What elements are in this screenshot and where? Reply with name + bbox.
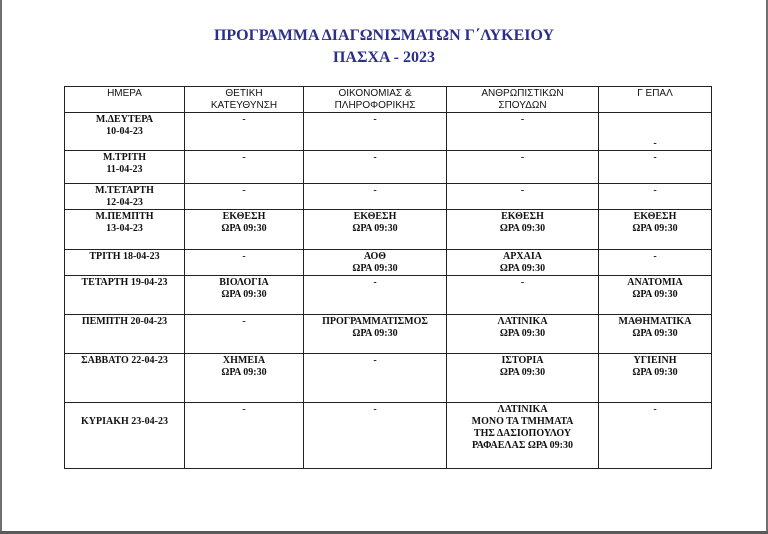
- exam-cell-line: ΩΡΑ 09:30: [632, 223, 678, 234]
- exam-cell: [304, 250, 447, 276]
- exam-cell-line: -: [242, 185, 246, 196]
- exam-cell-line: ΡΑΦΑΕΛΑΣ ΩΡΑ 09:30: [471, 440, 573, 451]
- exam-cell: [185, 250, 304, 276]
- exam-cell: [599, 113, 712, 151]
- exam-cell: [185, 403, 304, 469]
- day-cell: [65, 210, 185, 250]
- exam-schedule-table: [64, 86, 712, 469]
- exam-cell-line: ΩΡΑ 09:30: [632, 367, 678, 378]
- exam-cell: [304, 210, 447, 250]
- exam-cell-line: ΑΟΘ: [363, 251, 387, 262]
- exam-cell-line: -: [653, 152, 657, 163]
- exam-cell-line: -: [520, 277, 525, 288]
- table-row: [65, 250, 712, 276]
- day-cell-line: Μ.ΠΕΜΠΤΗ: [95, 211, 154, 222]
- day-cell-line: ΠΕΜΠΤΗ 20-04-23: [81, 316, 168, 327]
- exam-cell: [599, 184, 712, 210]
- day-cell-line: 10-04-23: [106, 126, 143, 137]
- exam-cell-line: ΕΚΘΕΣΗ: [353, 211, 397, 222]
- exam-cell-line: -: [373, 114, 377, 125]
- exam-cell-line: -: [520, 114, 525, 125]
- exam-cell-line: -: [520, 152, 525, 163]
- exam-cell-line: ΤΗΣ ΔΑΣΙΟΠΟΥΛΟΥ: [473, 428, 572, 439]
- exam-cell-line: ΩΡΑ 09:30: [499, 263, 546, 274]
- exam-cell: [599, 354, 712, 403]
- exam-cell-line: ΩΡΑ 09:30: [352, 328, 398, 339]
- day-cell: [65, 113, 185, 151]
- exam-cell-line: ΙΣΤΟΡΙΑ: [501, 355, 544, 366]
- day-cell: [65, 354, 185, 403]
- table-row: [65, 113, 712, 151]
- exam-cell: [304, 315, 447, 354]
- exam-cell-line: [601, 126, 709, 138]
- header-cell-day: ΗΜΕΡΑ: [65, 87, 185, 113]
- exam-cell-line: ΑΡΧΑΙΑ: [503, 251, 542, 262]
- exam-cell-line: ΠΡΟΓΡΑΜΜΑΤΙΣΜΟΣ: [322, 316, 428, 327]
- exam-cell-line: ΩΡΑ 09:30: [221, 289, 267, 300]
- exam-cell: [599, 210, 712, 250]
- exam-cell: [304, 403, 447, 469]
- exam-cell-line: -: [242, 114, 246, 125]
- exam-cell-line: ΕΚΘΕΣΗ: [222, 211, 266, 222]
- exam-cell-line: ΩΡΑ 09:30: [221, 367, 267, 378]
- exam-cell: [304, 184, 447, 210]
- exam-cell-line: -: [653, 185, 657, 196]
- exam-cell-line: ΒΙΟΛΟΓΙΑ: [219, 277, 269, 288]
- exam-cell: [304, 276, 447, 315]
- exam-cell: [447, 276, 599, 315]
- day-cell-line: ΣΑΒΒΑΤΟ 22-04-23: [81, 355, 168, 366]
- exam-cell-line: ΛΑΤΙΝΙΚΑ: [497, 404, 548, 415]
- exam-cell: [599, 250, 712, 276]
- exam-cell-line: -: [373, 277, 377, 288]
- exam-cell: [304, 354, 447, 403]
- exam-cell-line: ΩΡΑ 09:30: [632, 289, 678, 300]
- exam-cell: [185, 315, 304, 354]
- day-cell: [65, 151, 185, 184]
- title-line-1: ΠΡΟΓΡΑΜΜΑ ΔΙΑΓΩΝΙΣΜΑΤΩΝ Γ΄ΛΥΚΕΙΟΥ: [213, 27, 555, 44]
- table-row: [65, 151, 712, 184]
- exam-cell: [599, 315, 712, 354]
- exam-cell-line: ΑΝΑΤΟΜΙΑ: [627, 277, 683, 288]
- exam-cell-line: ΩΡΑ 09:30: [221, 223, 267, 234]
- exam-cell-line: ΕΚΘΕΣΗ: [501, 211, 544, 222]
- exam-cell-line: -: [653, 251, 657, 262]
- exam-cell: [447, 184, 599, 210]
- exam-cell-line: -: [242, 251, 246, 262]
- exam-cell-line: ΩΡΑ 09:30: [499, 328, 546, 339]
- exam-cell-line: ΜΑΘΗΜΑΤΙΚΑ: [618, 316, 692, 327]
- table-row: [65, 210, 712, 250]
- table-row: [65, 184, 712, 210]
- exam-cell-line: ΥΓΙΕΙΝΗ: [633, 355, 677, 366]
- exam-cell: [599, 151, 712, 184]
- exam-cell-line: ΧΗΜΕΙΑ: [222, 355, 266, 366]
- exam-cell-line: -: [373, 404, 377, 415]
- table-row: [65, 276, 712, 315]
- day-cell-line: Μ.ΔΕΥΤΕΡΑ: [95, 114, 154, 125]
- exam-cell-line: -: [373, 152, 377, 163]
- table-row: [65, 403, 712, 469]
- exam-cell: [447, 315, 599, 354]
- exam-cell: [599, 276, 712, 315]
- document-title: [0, 25, 768, 69]
- day-cell-line: Μ.ΤΡΙΤΗ: [102, 152, 147, 163]
- exam-cell-line: ΩΡΑ 09:30: [352, 223, 398, 234]
- exam-cell-line: ΩΡΑ 09:30: [632, 328, 678, 339]
- exam-cell-line: ΩΡΑ 09:30: [499, 367, 546, 378]
- title-line-2: ΠΑΣΧΑ - 2023: [332, 49, 435, 66]
- day-cell-line: 12-04-23: [106, 197, 143, 208]
- exam-cell-line: -: [242, 316, 246, 327]
- window-left-edge: [0, 0, 2, 534]
- day-cell: [65, 184, 185, 210]
- exam-cell-line: -: [653, 138, 657, 149]
- exam-cell: [185, 210, 304, 250]
- exam-cell: [304, 113, 447, 151]
- exam-cell: [599, 403, 712, 469]
- exam-cell: [185, 184, 304, 210]
- header-row: [65, 87, 712, 113]
- exam-cell-line: ΕΚΘΕΣΗ: [633, 211, 677, 222]
- exam-cell-line: -: [373, 185, 377, 196]
- day-cell-line: Μ.ΤΕΤΑΡΤΗ: [95, 185, 154, 196]
- day-cell-line: ΤΡΙΤΗ 18-04-23: [89, 251, 160, 262]
- exam-cell-line: ΩΡΑ 09:30: [352, 263, 398, 274]
- exam-cell-line: ΜΟΝΟ ΤΑ ΤΜΗΜΑΤΑ: [471, 416, 574, 427]
- exam-cell-line: [601, 114, 709, 126]
- table-row: [65, 315, 712, 354]
- exam-cell: [447, 210, 599, 250]
- exam-cell-line: -: [653, 404, 657, 415]
- exam-cell-line: -: [520, 185, 525, 196]
- day-cell-line: ΤΕΤΑΡΤΗ 19-04-23: [81, 277, 168, 288]
- exam-cell: [447, 113, 599, 151]
- exam-cell: [447, 250, 599, 276]
- exam-cell: [447, 151, 599, 184]
- day-cell-line: ΚΥΡΙΑΚΗ 23-04-23: [81, 416, 168, 427]
- exam-cell: [447, 403, 599, 469]
- day-cell: [65, 315, 185, 354]
- exam-cell: [304, 151, 447, 184]
- exam-cell-line: ΛΑΤΙΝΙΚΑ: [497, 316, 548, 327]
- exam-cell: [185, 113, 304, 151]
- exam-cell-line: ΩΡΑ 09:30: [499, 223, 546, 234]
- header-cell-epal: Γ ΕΠΑΛ: [599, 87, 712, 113]
- day-cell: [65, 276, 185, 315]
- day-cell: [65, 403, 185, 469]
- table-row: [65, 354, 712, 403]
- day-cell: [65, 250, 185, 276]
- header-cell-science: ΘΕΤΙΚΗ ΚΑΤΕΥΘΥΝΣΗ: [185, 87, 304, 113]
- exam-cell-line: -: [373, 355, 377, 366]
- exam-cell: [447, 354, 599, 403]
- exam-cell: [185, 354, 304, 403]
- exam-cell: [185, 151, 304, 184]
- day-cell-line: [67, 404, 182, 416]
- exam-cell-line: -: [242, 404, 246, 415]
- day-cell-line: 13-04-23: [106, 223, 143, 234]
- exam-cell-line: -: [242, 152, 246, 163]
- day-cell-line: 11-04-23: [106, 164, 143, 175]
- header-cell-economics: ΟΙΚΟΝΟΜΙΑΣ & ΠΛΗΡΟΦΟΡΙΚΗΣ: [304, 87, 447, 113]
- header-cell-humanities: ΑΝΘΡΩΠΙΣΤΙΚΩΝ ΣΠΟΥΔΩΝ: [447, 87, 599, 113]
- exam-cell: [185, 276, 304, 315]
